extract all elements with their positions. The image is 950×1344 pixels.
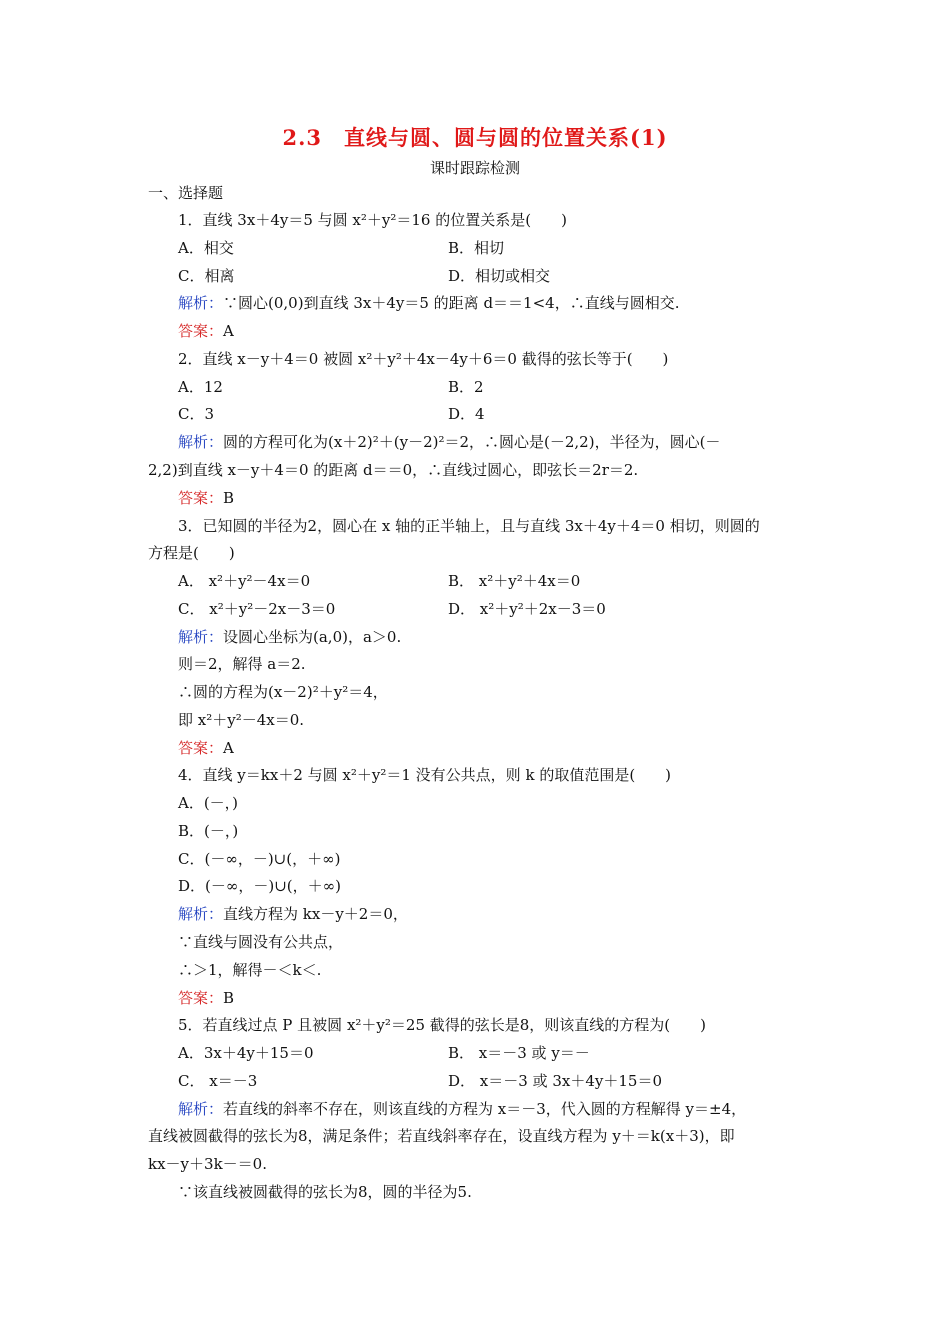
q4-option-a: A．(－，) — [178, 794, 239, 812]
q5-analysis-line3: kx－y＋3k－＝0. — [148, 1155, 267, 1173]
q3-analysis-line2: 则＝2，解得 a＝2. — [178, 655, 306, 673]
answer-label: 答案： — [178, 322, 224, 340]
q2-stem: 2．直线 x－y＋4＝0 被圆 x²＋y²＋4x－4y＋6＝0 截得的弦长等于( ) — [178, 350, 669, 368]
section-heading: 一、选择题 — [148, 184, 224, 202]
q4-analysis-line2: ∵直线与圆没有公共点， — [178, 933, 344, 951]
answer-label: 答案： — [178, 489, 224, 507]
q4-analysis-line3: ∴＞1，解得－＜k＜. — [178, 961, 322, 979]
q1-option-c: C．相离 — [178, 267, 235, 285]
q5-option-b: B． x＝－3 或 y＝－ — [448, 1044, 590, 1062]
q2-option-d: D．4 — [448, 405, 485, 423]
q3-option-a: A． x²＋y²－4x＝0 — [178, 572, 311, 590]
q3-answer — [178, 738, 234, 758]
q4-stem: 4．直线 y＝kx＋2 与圆 x²＋y²＝1 没有公共点，则 k 的取值范围是( ) — [178, 766, 672, 784]
q4-option-d: D．(－∞，－)∪(，＋∞) — [178, 877, 341, 895]
answer-label: 答案： — [178, 739, 224, 757]
q2-analysis-line2: 2,2)到直线 x－y＋4＝0 的距离 d＝＝0，∴直线过圆心，即弦长＝2r＝2. — [148, 461, 639, 479]
q2-analysis-line1 — [178, 432, 720, 452]
q4-option-b: B．(－，) — [178, 822, 239, 840]
q5-analysis-line1 — [178, 1099, 746, 1119]
q3-stem-line2: 方程是( ) — [148, 544, 235, 562]
q1-answer-value: A — [223, 322, 234, 340]
q3-answer-value: A — [223, 739, 234, 757]
q4-option-c: C．(－∞，－)∪(，＋∞) — [178, 850, 341, 868]
q4-answer-value: B — [223, 989, 235, 1007]
q3-option-c: C． x²＋y²－2x－3＝0 — [178, 600, 336, 618]
answer-label: 答案： — [178, 989, 224, 1007]
q2-answer-value: B — [223, 489, 235, 507]
q3-analysis-line4: 即 x²＋y²－4x＝0. — [178, 711, 305, 729]
q5-option-c: C． x＝－3 — [178, 1072, 258, 1090]
q3-analysis-text1: 设圆心坐标为(a,0)，a＞0. — [223, 628, 402, 646]
analysis-label: 解析： — [178, 1100, 224, 1118]
analysis-label: 解析： — [178, 294, 224, 312]
q3-option-d: D． x²＋y²＋2x－3＝0 — [448, 600, 606, 618]
page-title: 2.3 直线与圆、圆与圆的位置关系(1) — [282, 125, 668, 150]
analysis-label: 解析： — [178, 628, 224, 646]
q1-stem: 1．直线 3x＋4y＝5 与圆 x²＋y²＝16 的位置关系是( ) — [178, 211, 567, 229]
q1-answer — [178, 321, 234, 341]
q1-option-a: A．相交 — [178, 239, 234, 257]
q1-option-b: B．相切 — [448, 239, 505, 257]
analysis-label: 解析： — [178, 433, 224, 451]
q1-analysis — [178, 293, 679, 313]
q1-analysis-text: ∵圆心(0,0)到直线 3x＋4y＝5 的距离 d＝＝1<4，∴直线与圆相交. — [223, 294, 680, 312]
q4-answer — [178, 988, 234, 1008]
q5-stem: 5．若直线过点 P 且被圆 x²＋y²＝25 截得的弦长是8，则该直线的方程为( ) — [178, 1016, 707, 1034]
q4-analysis-line1 — [178, 904, 408, 924]
q5-analysis-line2: 直线被圆截得的弦长为8，满足条件；若直线斜率存在，设直线方程为 y＋＝k(x＋3)，即 — [148, 1127, 735, 1145]
q3-analysis-line1 — [178, 627, 401, 647]
q1-option-d: D．相切或相交 — [448, 267, 551, 285]
q2-option-a: A．12 — [178, 378, 223, 396]
q2-option-c: C．3 — [178, 405, 215, 423]
q4-analysis-text1: 直线方程为 kx－y＋2＝0， — [223, 905, 408, 923]
q5-analysis-text1: 若直线的斜率不存在，则该直线的方程为 x＝－3，代入圆的方程解得 y＝±4， — [223, 1100, 747, 1118]
q2-answer — [178, 488, 234, 508]
q2-analysis-text1: 圆的方程可化为(x＋2)²＋(y－2)²＝2，∴圆心是(－2,2)，半径为，圆心(－ — [223, 433, 721, 451]
q2-option-b: B．2 — [448, 378, 484, 396]
analysis-label: 解析： — [178, 905, 224, 923]
page-subtitle: 课时跟踪检测 — [429, 159, 520, 177]
q5-analysis-line4: ∵该直线被圆截得的弦长为8，圆的半径为5. — [178, 1183, 472, 1201]
q3-option-b: B． x²＋y²＋4x＝0 — [448, 572, 581, 590]
q5-option-d: D． x＝－3 或 3x＋4y＋15＝0 — [448, 1072, 662, 1090]
q5-option-a: A．3x＋4y＋15＝0 — [178, 1044, 314, 1062]
q3-analysis-line3: ∴圆的方程为(x－2)²＋y²＝4， — [178, 683, 388, 701]
q3-stem-line1: 3．已知圆的半径为2，圆心在 x 轴的正半轴上，且与直线 3x＋4y＋4＝0 相切，则圆的 — [178, 517, 760, 535]
